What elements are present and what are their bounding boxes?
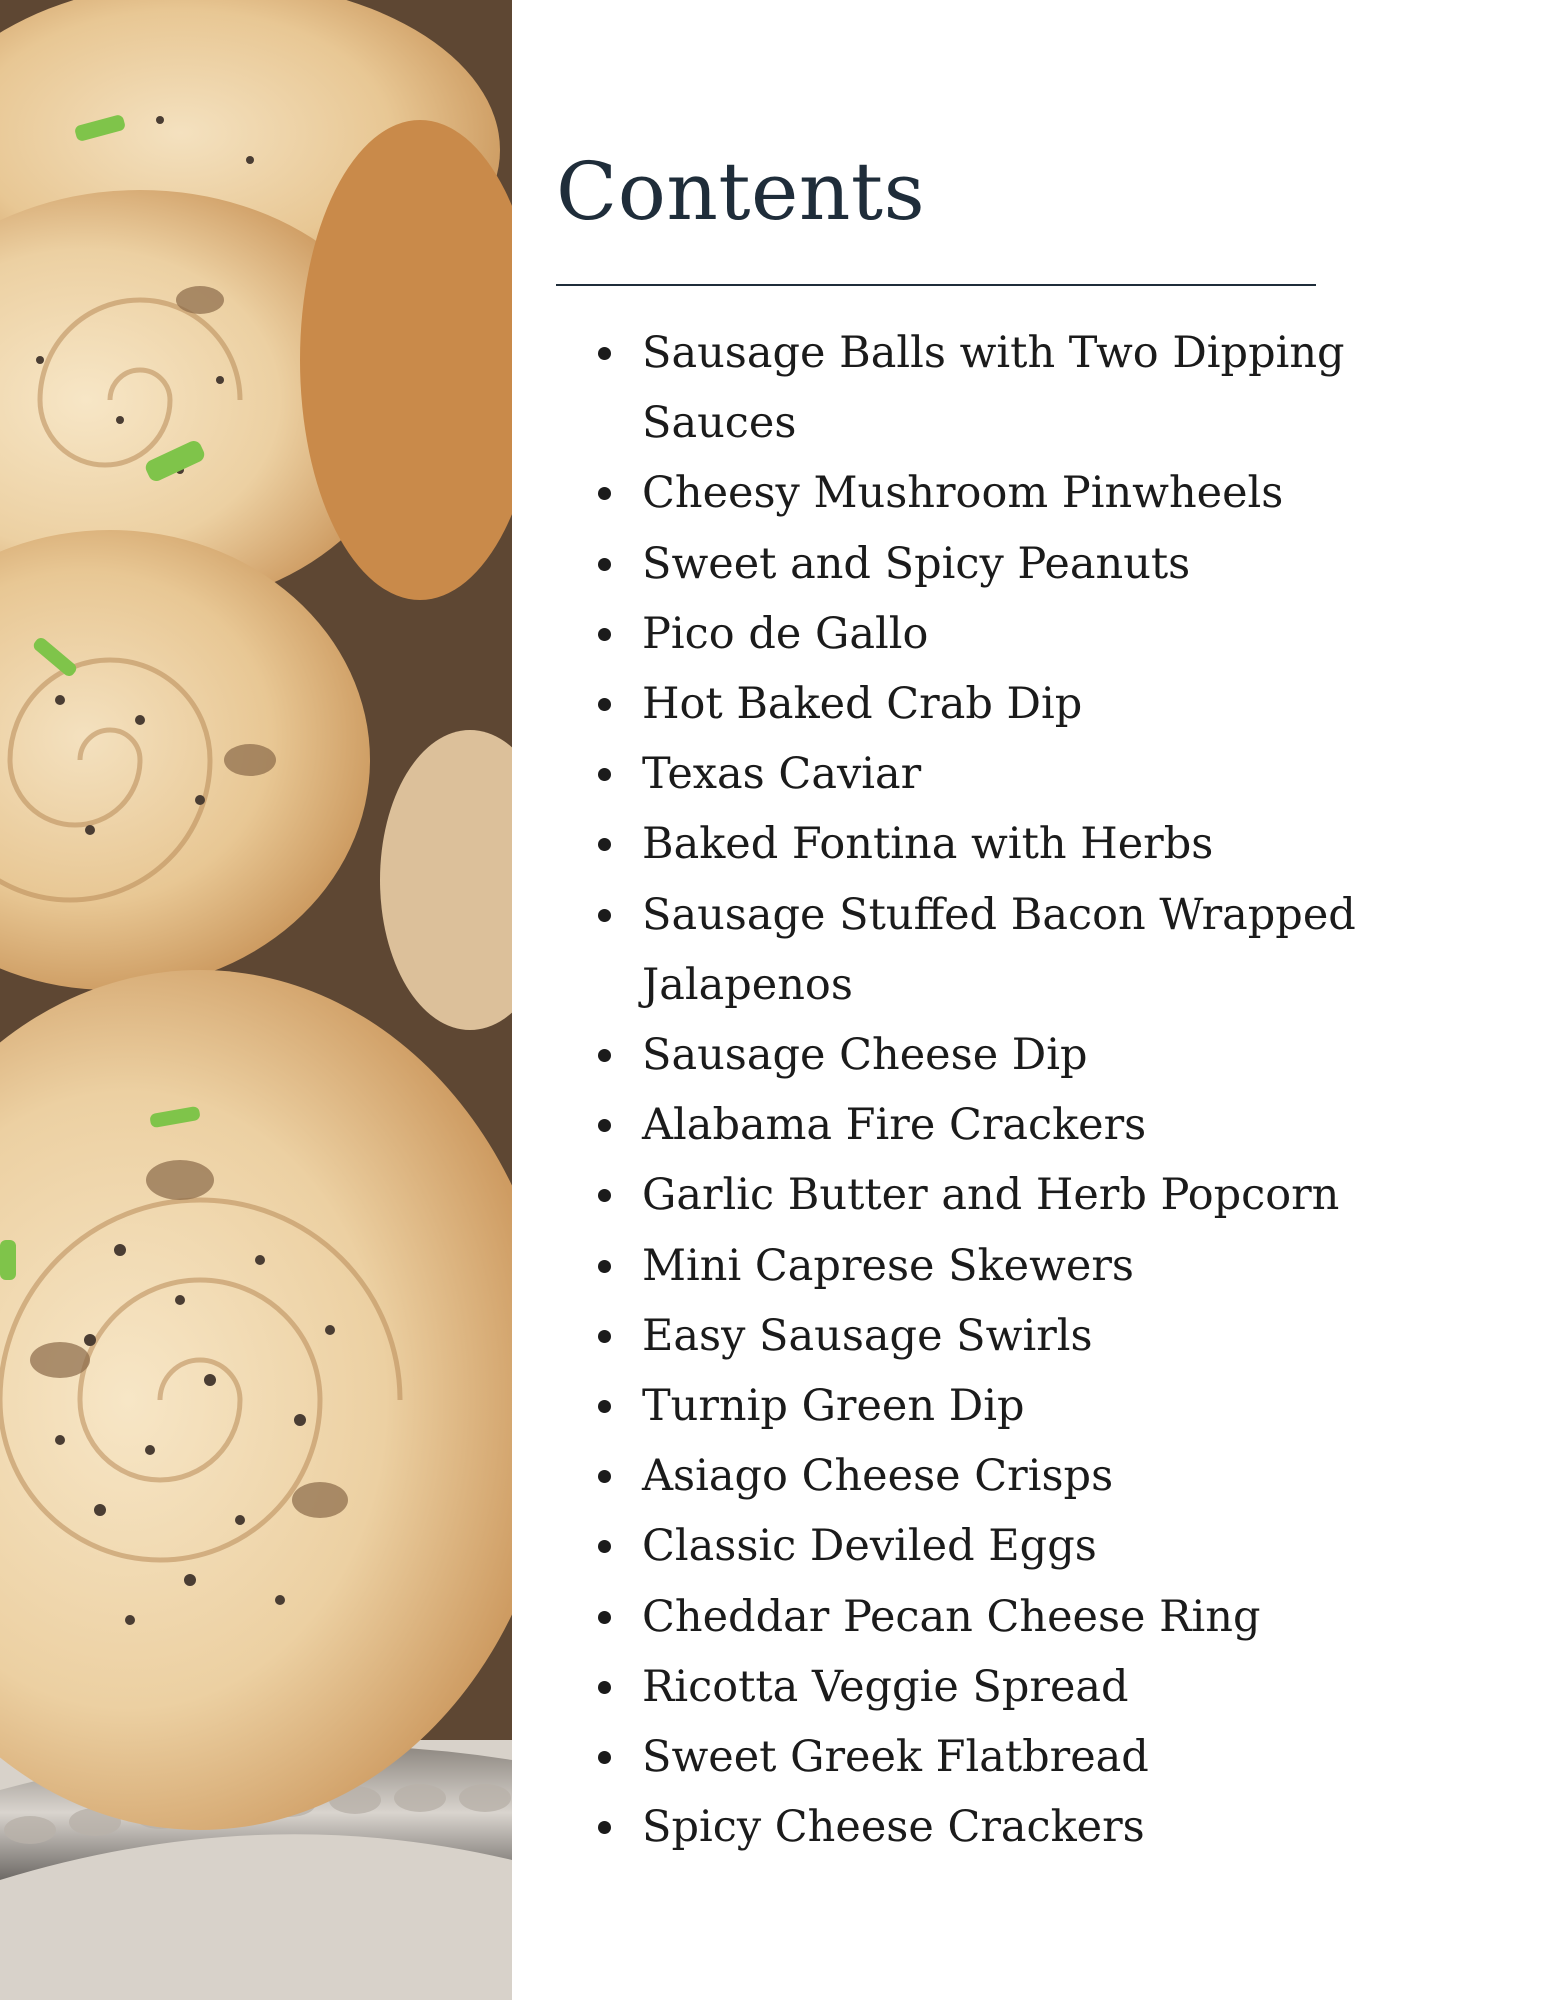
contents-item: Sweet and Spicy Peanuts (642, 529, 1442, 599)
contents-item: Garlic Butter and Herb Popcorn (642, 1160, 1442, 1230)
contents-item: Sausage Balls with Two Dipping Sauces (642, 318, 1442, 458)
contents-item: Texas Caviar (642, 739, 1442, 809)
contents-item: Mini Caprese Skewers (642, 1231, 1442, 1301)
contents-list (642, 318, 1442, 1862)
contents-item: Cheesy Mushroom Pinwheels (642, 458, 1442, 528)
contents-item: Pico de Gallo (642, 599, 1442, 669)
contents-item: Sweet Greek Flatbread (642, 1722, 1442, 1792)
contents-item: Ricotta Veggie Spread (642, 1652, 1442, 1722)
contents-item: Classic Deviled Eggs (642, 1511, 1442, 1581)
contents-item: Spicy Cheese Crackers (642, 1792, 1442, 1862)
contents-item: Sausage Cheese Dip (642, 1020, 1442, 1090)
page-title: Contents (556, 145, 926, 238)
title-divider (556, 284, 1316, 286)
contents-panel (512, 0, 1545, 2000)
contents-item: Hot Baked Crab Dip (642, 669, 1442, 739)
contents-item: Sausage Stuffed Bacon Wrapped Jalapenos (642, 880, 1442, 1020)
contents-item: Cheddar Pecan Cheese Ring (642, 1582, 1442, 1652)
contents-item: Alabama Fire Crackers (642, 1090, 1442, 1160)
contents-item: Turnip Green Dip (642, 1371, 1442, 1441)
contents-item: Baked Fontina with Herbs (642, 809, 1442, 879)
contents-item: Easy Sausage Swirls (642, 1301, 1442, 1371)
contents-item: Asiago Cheese Crisps (642, 1441, 1442, 1511)
pinwheel-photo (0, 0, 512, 2000)
